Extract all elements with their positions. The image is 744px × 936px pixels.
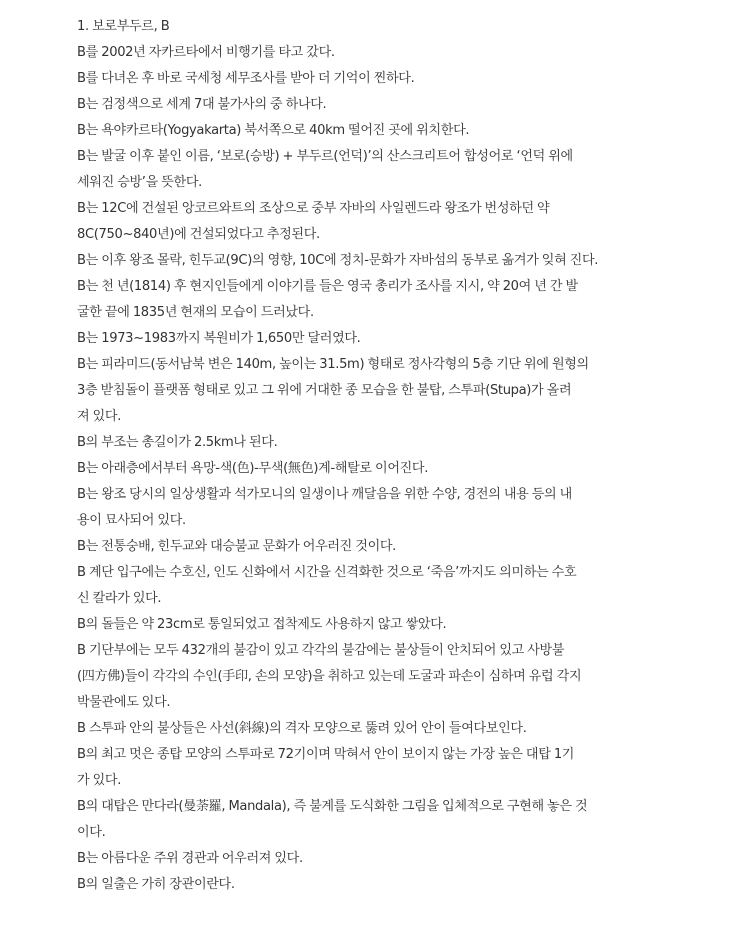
paragraph <box>77 40 677 66</box>
paragraph <box>77 638 677 716</box>
paragraph-line: B 계단 입구에는 수호신, 인도 신화에서 시간을 신격화한 것으로 ‘죽음’까지도 의미하는 수호 <box>77 565 577 580</box>
paragraph-list <box>77 40 677 898</box>
paragraph-line: B의 일출은 가히 장관이란다. <box>77 877 235 892</box>
paragraph-line: B 스투파 안의 불상들은 사선(斜線)의 격자 모양으로 뚫려 있어 안이 들여다보인다. <box>77 721 527 736</box>
paragraph-line: 용이 묘사되어 있다. <box>77 513 186 528</box>
paragraph-line: B는 12C에 건설된 앙코르와트의 조상으로 중부 자바의 사일렌드라 왕조가 번성하던 약 <box>77 201 550 216</box>
paragraph <box>77 846 677 872</box>
paragraph-line: (四方佛)들이 각각의 수인(手印, 손의 모양)을 취하고 있는데 도굴과 파손이 심하며 유럽 각지 <box>77 669 582 684</box>
paragraph <box>77 352 677 430</box>
paragraph-line: B는 왕조 당시의 일상생활과 석가모니의 일생이나 깨달음을 위한 수양, 경전의 내용 등의 내 <box>77 487 572 502</box>
paragraph-line: B는 검정색으로 세계 7대 불가사의 중 하나다. <box>77 97 327 112</box>
paragraph-line: 굴한 끝에 1835년 현재의 모습이 드러났다. <box>77 305 314 320</box>
paragraph <box>77 560 677 612</box>
paragraph-line: 신 칼라가 있다. <box>77 591 162 606</box>
paragraph <box>77 248 677 274</box>
paragraph <box>77 196 677 248</box>
paragraph-line: B는 1973~1983까지 복원비가 1,650만 달러였다. <box>77 331 361 346</box>
paragraph-line: 박물관에도 있다. <box>77 695 171 710</box>
paragraph-line: B의 대탑은 만다라(曼荼羅, Mandala), 즉 불계를 도식화한 그림을 입체적으로 구현해 놓은 것 <box>77 799 588 814</box>
paragraph-line: B의 최고 멋은 종탑 모양의 스투파로 72기이며 막혀서 안이 보이지 않는 가장 높은 대탑 1기 <box>77 747 575 762</box>
paragraph-line: 이다. <box>77 825 106 840</box>
paragraph-line: B는 발굴 이후 붙인 이름, ‘보로(승방) + 부두르(언덕)’의 산스크리트어 합성어로 ‘언덕 위에 <box>77 149 573 164</box>
paragraph-line: B는 피라미드(동서남북 변은 140m, 높이는 31.5m) 형태로 정사각형의 5층 기단 위에 원형의 <box>77 357 589 372</box>
paragraph <box>77 66 677 92</box>
paragraph <box>77 456 677 482</box>
paragraph-line: B를 2002년 자카르타에서 비행기를 타고 갔다. <box>77 45 335 60</box>
document-title: 1. 보로부두르, B <box>77 19 170 34</box>
paragraph <box>77 92 677 118</box>
paragraph <box>77 274 677 326</box>
paragraph-line: 세워진 승방’을 뜻한다. <box>77 175 202 190</box>
paragraph-line: 3층 받침돌이 플랫폼 형태로 있고 그 위에 거대한 종 모습을 한 불탑, 스투파(Stupa)가 올려 <box>77 383 572 398</box>
document-body <box>77 14 677 898</box>
paragraph-line: B 기단부에는 모두 432개의 불감이 있고 각각의 불감에는 불상들이 안치되어 있고 사방불 <box>77 643 565 658</box>
paragraph-line: B는 천 년(1814) 후 현지인들에게 이야기를 들은 영국 총리가 조사를 지시, 약 20여 년 간 발 <box>77 279 578 294</box>
paragraph-line: B는 전통숭배, 힌두교와 대승불교 문화가 어우러진 것이다. <box>77 539 396 554</box>
paragraph-line: 가 있다. <box>77 773 122 788</box>
paragraph <box>77 612 677 638</box>
paragraph-line: B의 부조는 총길이가 2.5km나 된다. <box>77 435 278 450</box>
paragraph <box>77 742 677 794</box>
paragraph-line: B는 아래층에서부터 욕망-색(色)-무색(無色)계-해탈로 이어진다. <box>77 461 429 476</box>
paragraph <box>77 118 677 144</box>
paragraph-line: 져 있다. <box>77 409 122 424</box>
paragraph-line: B는 욕야카르타(Yogyakarta) 북서쪽으로 40km 떨어진 곳에 위치한다. <box>77 123 470 138</box>
paragraph <box>77 430 677 456</box>
paragraph <box>77 482 677 534</box>
paragraph <box>77 794 677 846</box>
paragraph <box>77 716 677 742</box>
paragraph <box>77 872 677 898</box>
paragraph-line: B는 아름다운 주위 경관과 어우러져 있다. <box>77 851 303 866</box>
paragraph <box>77 144 677 196</box>
paragraph <box>77 326 677 352</box>
paragraph-line: B는 이후 왕조 몰락, 힌두교(9C)의 영향, 10C에 정치-문화가 자바섬의 동부로 옮겨가 잊혀 진다. <box>77 253 599 268</box>
paragraph-line: B를 다녀온 후 바로 국세청 세무조사를 받아 더 기억이 찐하다. <box>77 71 415 86</box>
paragraph-line: B의 돌들은 약 23cm로 통일되었고 접착제도 사용하지 않고 쌓았다. <box>77 617 447 632</box>
paragraph <box>77 534 677 560</box>
paragraph-line: 8C(750~840년)에 건설되었다고 추정된다. <box>77 227 320 242</box>
